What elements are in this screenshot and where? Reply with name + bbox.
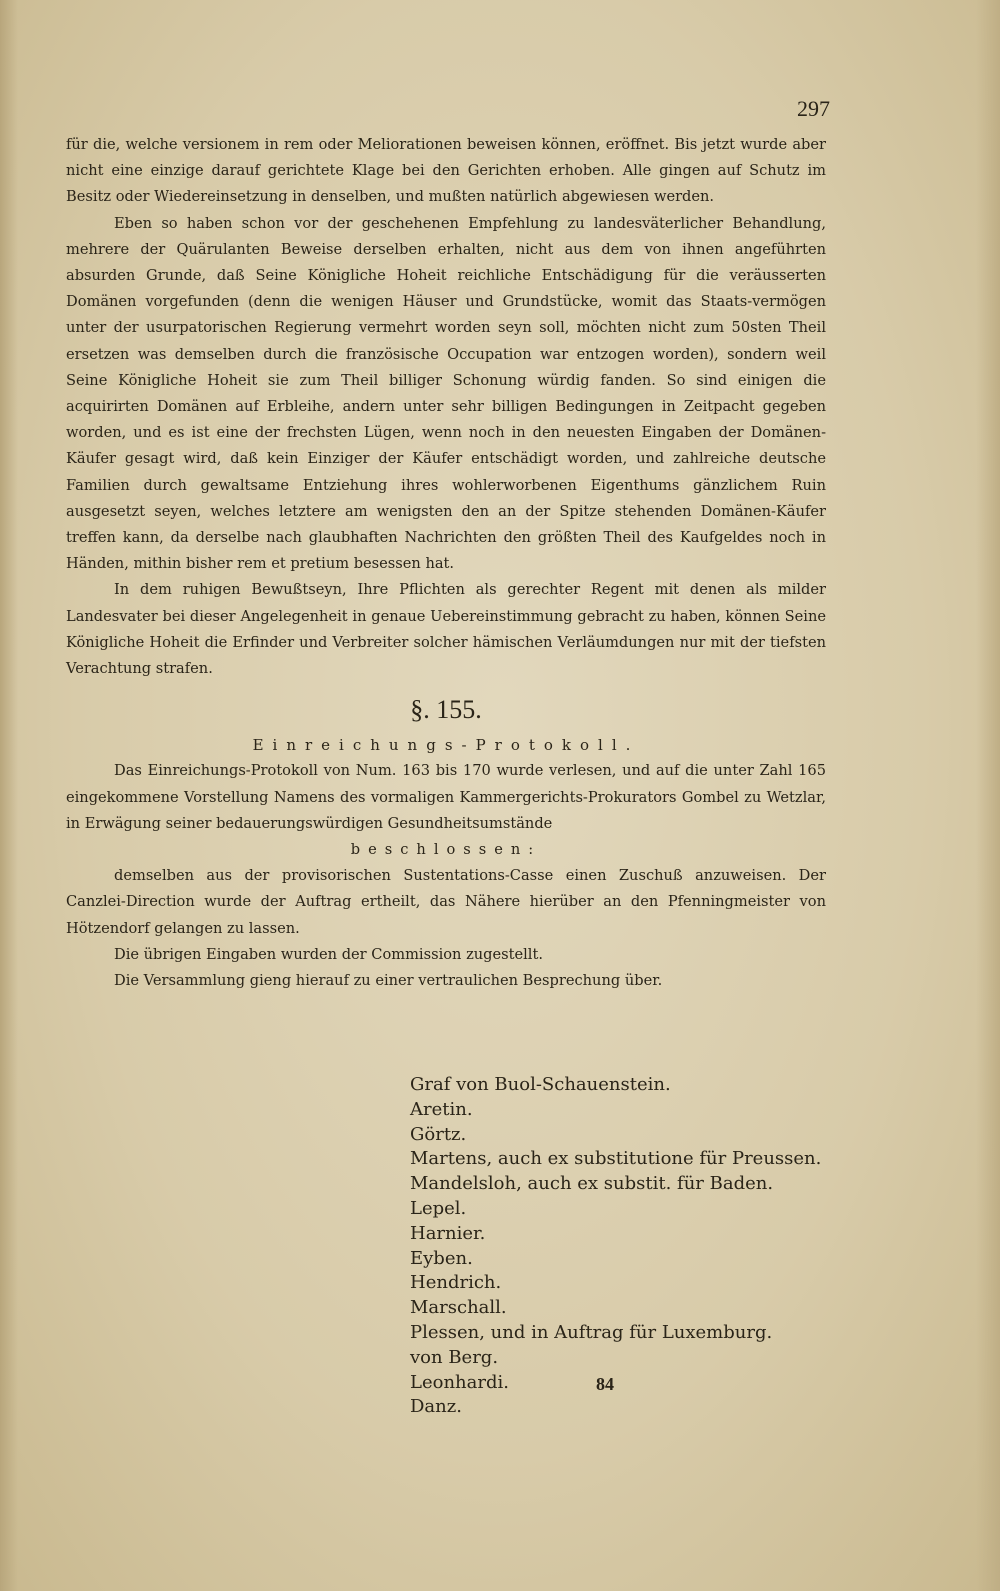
signature-line: Harnier. — [410, 1222, 486, 1244]
resolution-label: beschlossen: — [350, 841, 542, 859]
body-text — [66, 132, 826, 994]
signature-line: Marschall. — [410, 1297, 507, 1319]
signature-mark: 84 — [596, 1374, 614, 1394]
signature-line: Eyben. — [410, 1247, 473, 1269]
signature-line: Hendrich. — [410, 1272, 502, 1294]
page-edge-shadow-right — [976, 0, 1000, 1591]
paragraph-6: Die übrigen Eingaben wurden der Commission zugestellt. — [114, 945, 543, 963]
signature-line: Mandelsloh, auch ex substit. für Baden. — [410, 1173, 774, 1195]
page-number: 297 — [797, 96, 830, 121]
signature-line: Plessen, und in Auftrag für Luxemburg. — [410, 1321, 773, 1343]
paragraph-2: Eben so haben schon vor der geschehenen Empfehlung zu landesväterlicher Behandlung, mehrere der Quärulanten Beweise derselben erhalten, nicht aus dem von ihnen angeführten absurden Grunde, daß Seine Königliche Hoheit reichliche Entschädigung für die veräusserten Domänen vorgefunden (denn die wenigen Häuser und Grundstücke, womit das Staats-vermögen unter der usurpatorischen Regierung vermehrt worden seyn soll, möchten nicht zum 50sten Theil ersetzen was demselben durch die französische Occupation war entzogen worden), sondern weil Seine Königliche Hoheit sie zum Theil billiger Schonung würdig fanden. So sind einigen die acquirirten Domänen auf Erbleihe, andern unter sehr billigen Bedingungen in Zeitpacht gegeben worden, und es ist eine der frechsten Lügen, wenn noch in den neuesten Eingaben der Domänen-Käufer gesagt wird, daß kein Einziger der Käufer entschädigt worden, und zahlreiche deutsche Familien durch gewaltsame Entziehung ihres wohlerworbenen Eigenthums gänzlichem Ruin ausgesetzt seyen, welches letztere am wenigsten den an der Spitze stehenden Domänen-Käufer treffen kann, da derselbe nach glaubhaften Nachrichten den größten Theil des Kaufgeldes noch in Händen, mithin bisher rem et pretium besessen hat. — [66, 214, 826, 573]
section-number: §. 155. — [410, 695, 482, 725]
signature-line: von Berg. — [410, 1346, 499, 1368]
paragraph-3: In dem ruhigen Bewußtseyn, Ihre Pflichten als gerechter Regent mit denen als milder Landesvater bei dieser Angelegenheit in genaue Uebereinstimmung gebracht zu haben, können Seine Königliche Hoheit die Erfinder und Verbreiter solcher hämischen Verläumdungen nur mit der tiefsten Verachtung strafen. — [66, 581, 826, 678]
paragraph-4: Das Einreichungs-Protokoll von Num. 163 bis 170 wurde verlesen, und auf die unter Zahl 165 eingekommene Vorstellung Namens des vormaligen Kammergerichts-Prokurators Gombel zu Wetzlar, in Erwägung seiner bedauerungswürdigen Gesundheitsumstände — [66, 762, 826, 832]
page-edge-shadow-left — [0, 0, 18, 1591]
signature-list — [410, 1073, 850, 1420]
paragraph-7: Die Versammlung gieng hierauf zu einer vertraulichen Besprechung über. — [114, 972, 663, 990]
signature-line: Aretin. — [410, 1098, 473, 1120]
signature-line: Graf von Buol-Schauenstein. — [410, 1074, 671, 1095]
signature-line: Lepel. — [410, 1197, 467, 1219]
paragraph-1: für die, welche versionem in rem oder Meliorationen beweisen können, eröffnet. Bis jetzt wurde aber nicht eine einzige darauf gerichtete Klage bei den Gerichten erhoben. Alle gingen auf Schutz im Besitz oder Wiedereinsetzung in denselben, und mußten natürlich abgewiesen werden. — [66, 136, 826, 206]
signature-line: Danz. — [410, 1396, 462, 1418]
signature-line: Görtz. — [410, 1123, 467, 1145]
signature-line: Martens, auch ex substitutione für Preussen. — [410, 1148, 822, 1170]
paragraph-5: demselben aus der provisorischen Sustentations-Casse einen Zuschuß anzuweisen. Der Canzlei-Direction wurde der Auftrag ertheilt, das Nähere hierüber an den Pfenningmeister von Hötzendorf gelangen zu lassen. — [66, 867, 826, 937]
section-title: Einreichungs-Protokoll. — [252, 736, 640, 755]
signature-line: Leonhardi. — [410, 1371, 509, 1393]
